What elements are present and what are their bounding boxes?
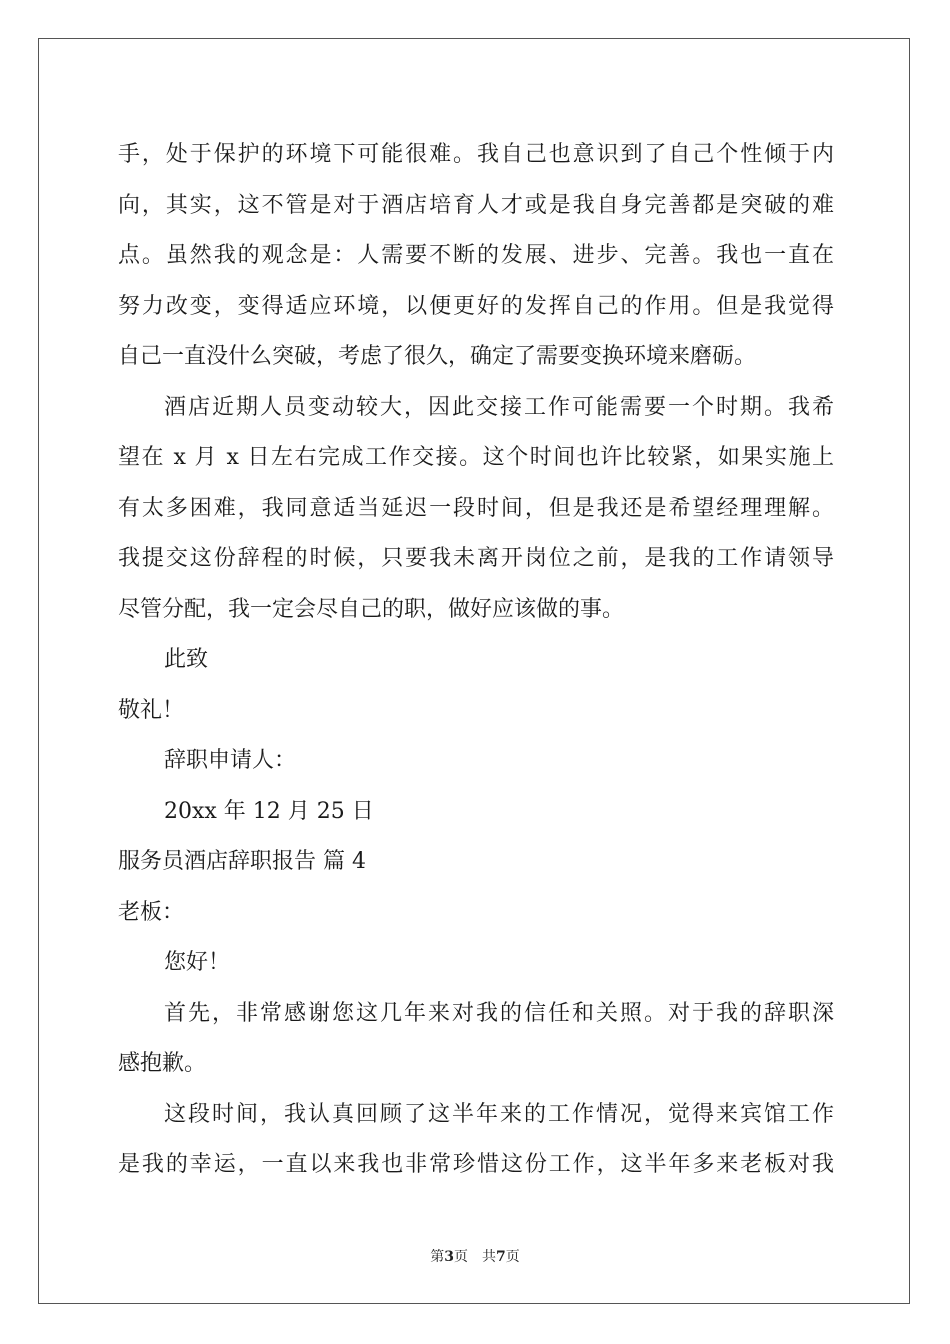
total-pages-number: 7 (496, 1249, 506, 1265)
text-line: 首先，非常感谢您这几年来对我的信任和关照。对于我的辞职深 (164, 1000, 834, 1026)
text-line: 此致 (164, 647, 209, 672)
current-page-number: 3 (444, 1249, 454, 1265)
text-line: 老板： (118, 899, 185, 925)
text-line: 有太多困难，我同意适当延迟一段时间，但是我还是希望经理理解。 (118, 495, 834, 521)
text-line: 辞职申请人： (164, 748, 297, 773)
document-body (118, 130, 834, 1191)
text-line: 服务员酒店辞职报告 篇 4 (118, 849, 366, 874)
page-footer (0, 1248, 950, 1266)
footer-middle: 页 共 (454, 1249, 496, 1265)
text-line: 这段时间，我认真回顾了这半年来的工作情况，觉得来宾馆工作 (164, 1101, 834, 1127)
text-line: 您好！ (164, 950, 231, 975)
text-line: 尽管分配，我一定会尽自己的职，做好应该做的事。 (118, 596, 625, 622)
text-line: 努力改变，变得适应环境，以便更好的发挥自己的作用。但是我觉得 (118, 293, 834, 319)
text-line: 手，处于保护的环境下可能很难。我自己也意识到了自己个性倾于内 (118, 142, 834, 167)
footer-suffix: 页 (505, 1249, 520, 1265)
text-line: 自己一直没什么突破，考虑了很久，确定了需要变换环境来磨砺。 (118, 344, 757, 369)
text-line: 向，其实，这不管是对于酒店培育人才或是我自身完善都是突破的难 (118, 192, 834, 218)
footer-prefix: 第 (430, 1249, 445, 1265)
text-line: 望在 x 月 x 日左右完成工作交接。这个时间也许比较紧，如果实施上 (118, 445, 834, 470)
text-line: 感抱歉。 (118, 1051, 207, 1076)
text-line: 我提交这份辞程的时候，只要我未离开岗位之前，是我的工作请领导 (118, 546, 834, 571)
text-line: 点。虽然我的观念是：人需要不断的发展、进步、完善。我也一直在 (118, 243, 834, 268)
text-line: 20xx 年 12 月 25 日 (164, 798, 374, 824)
text-line: 敬礼！ (118, 697, 185, 723)
text-line: 是我的幸运，一直以来我也非常珍惜这份工作，这半年多来老板对我 (118, 1152, 834, 1177)
text-line: 酒店近期人员变动较大，因此交接工作可能需要一个时期。我希 (164, 394, 834, 420)
